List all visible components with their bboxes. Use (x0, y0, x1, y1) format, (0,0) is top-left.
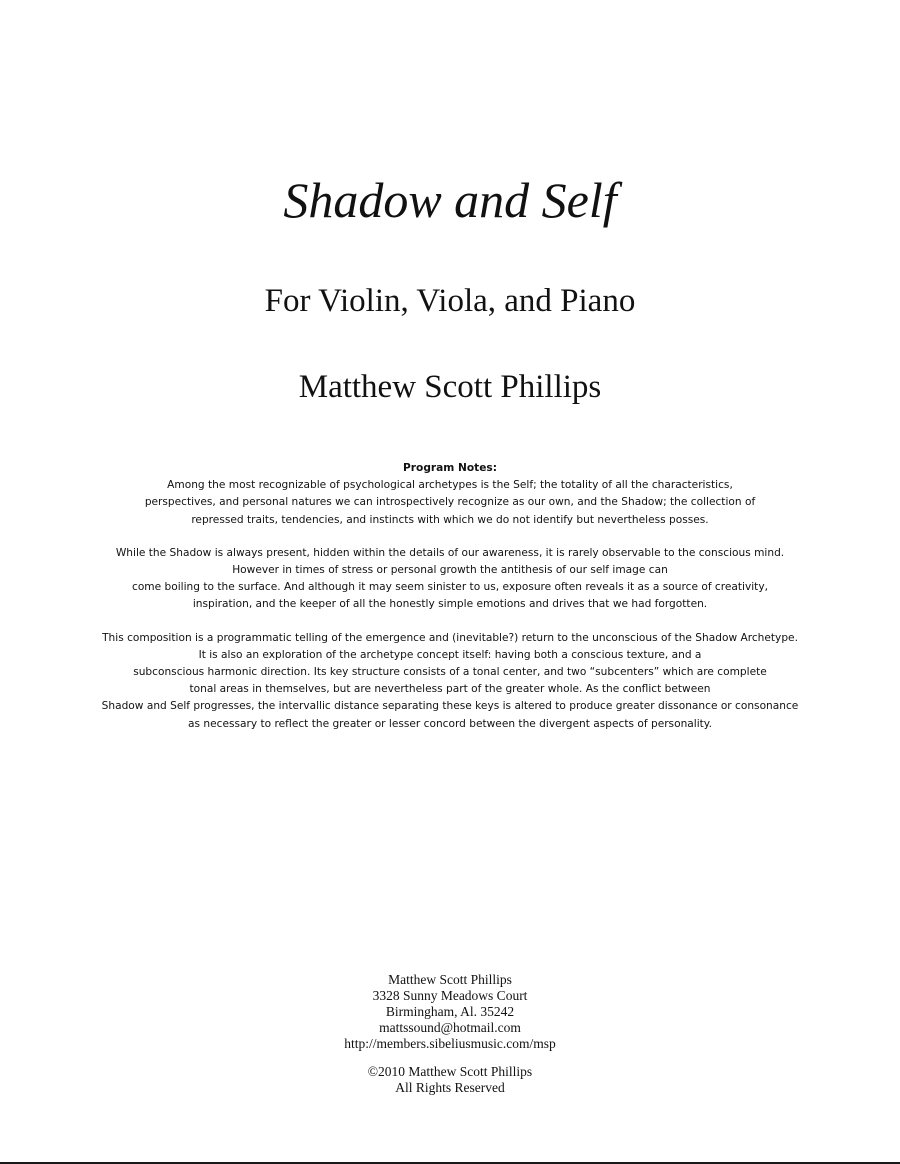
contact-email: mattssound@hotmail.com (379, 1020, 521, 1035)
notes-line: repressed traits, tendencies, and instincts with which we do not identify but nevertheless posses. (191, 513, 709, 526)
notes-line: This composition is a programmatic telling of the emergence and (inevitable?) return to the unconscious of the Shadow Archetype. (102, 631, 798, 644)
program-notes-paragraph-1 (60, 477, 840, 529)
contact-block (0, 972, 900, 1052)
notes-line: Shadow and Self progresses, the intervallic distance separating these keys is altered to produce greater dissonance or consonance (101, 700, 799, 713)
notes-line: subconscious harmonic direction. Its key structure consists of a tonal center, and two “subcenters” which are complete (133, 666, 767, 679)
copyright-block (0, 1064, 900, 1096)
contact-website: http://members.sibeliusmusic.com/msp (344, 1036, 556, 1051)
program-notes-paragraph-2 (60, 545, 840, 614)
instrumentation-subtitle: For Violin, Viola, and Piano (264, 283, 636, 319)
notes-line: as necessary to reflect the greater or lesser concord between the divergent aspects of personality. (188, 717, 712, 730)
program-notes (60, 460, 840, 749)
notes-line: inspiration, and the keeper of all the honestly simple emotions and drives that we had forgotten. (192, 598, 708, 611)
composer-name: Matthew Scott Phillips (298, 369, 602, 405)
notes-line: Among the most recognizable of psychological archetypes is the Self; the totality of all the characteristics, (167, 479, 733, 492)
program-notes-heading: Program Notes: (403, 462, 497, 474)
notes-line: tonal areas in themselves, but are nevertheless part of the greater whole. As the conflict between (189, 683, 711, 696)
piece-title: Shadow and Self (283, 172, 617, 228)
notes-line: However in times of stress or personal growth the antithesis of our self image can (232, 564, 668, 577)
copyright-notice: ©2010 Matthew Scott Phillips (367, 1064, 533, 1079)
notes-line: While the Shadow is always present, hidden within the details of our awareness, it is rarely observable to the conscious mind. (115, 546, 785, 559)
notes-line: It is also an exploration of the archetype concept itself: having both a conscious texture, and a (198, 648, 702, 661)
notes-line: perspectives, and personal natures we can introspectively recognize as our own, and the Shadow; the collection of (144, 496, 756, 509)
contact-city: Birmingham, Al. 35242 (385, 1004, 515, 1019)
contact-street: 3328 Sunny Meadows Court (372, 988, 528, 1003)
contact-name: Matthew Scott Phillips (388, 972, 512, 987)
rights-reserved: All Rights Reserved (395, 1080, 505, 1095)
program-notes-paragraph-3 (60, 630, 840, 733)
notes-line: come boiling to the surface. And although it may seem sinister to us, exposure often reveals it as a source of creativity, (132, 581, 768, 594)
